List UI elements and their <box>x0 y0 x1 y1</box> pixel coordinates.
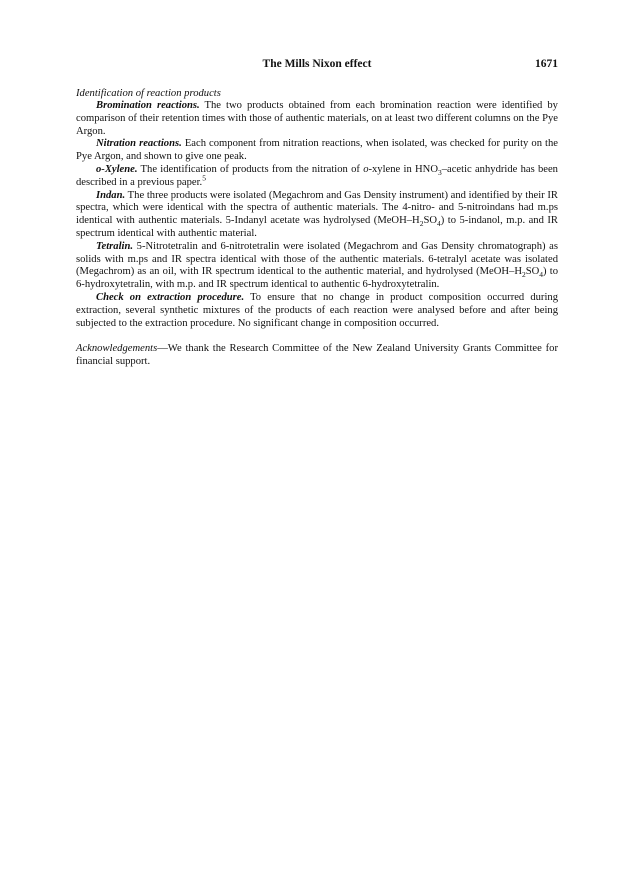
subscript: 4 <box>436 219 441 229</box>
paragraph-text: The two products obtained from each bromination reaction were identified by comparison of their retention times with those of authentic materials, on at least two different columns on the Pye Argon. <box>76 100 558 137</box>
subscript: 3 <box>437 168 442 178</box>
reference-marker: 5 <box>202 173 206 183</box>
paragraph-xylene <box>76 164 558 190</box>
paragraph-text: SO <box>525 266 540 278</box>
paragraph-nitration <box>76 138 558 164</box>
paragraph-lead: Indan. <box>96 189 126 201</box>
paragraph-tetralin <box>76 241 558 292</box>
paragraph-extraction <box>76 292 558 330</box>
paragraph-text: ) to 6-hydroxytetralin, with m.p. and IR spectrum identical to authentic 6-hydroxytetralin. <box>76 266 558 291</box>
paragraph-text: -xylene in HNO <box>368 163 438 175</box>
subscript: 2 <box>419 219 424 229</box>
paragraph-text: SO <box>423 215 437 227</box>
paragraph-acknowledgements <box>76 343 558 369</box>
paragraph-text: The identification of products from the nitration of <box>137 163 364 175</box>
subscript: 4 <box>539 270 544 280</box>
paragraph-bromination <box>76 100 558 138</box>
paragraph-lead: Check on extraction procedure. <box>96 291 245 303</box>
paragraph-text: 5-Nitrotetralin and 6-nitrotetralin were isolated (Megachrom and Gas Density chromatograph) as solids with m.ps and IR spectra identical with those of the authentic materials. 6-tetralyl acetate was isolated (Megachrom) as an oil, with IR spectrum identical to the authentic material, and hydrolysed (MeOH–H <box>76 240 558 278</box>
paragraph-text: To ensure that no change in product composition occurred during extraction, several synthetic mixtures of the products of each reaction were analysed before and after being subjected to the extraction procedure. No significant change in composition occurred. <box>76 291 558 329</box>
acknowledgements-lead: Acknowledgements <box>76 343 158 355</box>
page-number: 1671 <box>535 58 558 70</box>
paragraph-lead: o-Xylene. <box>96 163 138 175</box>
paragraph-lead: Bromination reactions. <box>96 100 200 111</box>
italic-prefix: o <box>363 163 369 175</box>
paragraph-lead: Nitration reactions. <box>96 138 182 150</box>
paragraph-indan <box>76 190 558 241</box>
running-title: The Mills Nixon effect <box>262 58 372 70</box>
page <box>76 58 558 369</box>
paragraph-text: The three products were isolated (Megachrom and Gas Density instrument) and identified by their IR spectra, which were identical with the spectra of authentic materials. The 4-nitro- and 5-nitroindans had m.ps identical with authentic materials. 5-Indanyl acetate was hydrolysed (MeOH–H <box>76 189 558 227</box>
subscript: 2 <box>521 270 526 280</box>
paragraph-lead: Tetralin. <box>96 240 133 252</box>
paragraph-text: —We thank the Research Committee of the New Zealand University Grants Committee for financial support. <box>76 343 558 368</box>
paragraph-text: ) to 5-indanol, m.p. and IR spectrum identical with authentic material. <box>76 215 559 239</box>
paragraph-text: –acetic anhydride has been described in a previous paper. <box>76 163 558 188</box>
section-heading: Identification of reaction products <box>76 88 221 99</box>
running-head <box>76 58 558 76</box>
paragraph-text: Each component from nitration reactions, when isolated, was checked for purity on the Pye Argon, and shown to give one peak. <box>76 138 558 163</box>
spacer <box>76 330 558 343</box>
